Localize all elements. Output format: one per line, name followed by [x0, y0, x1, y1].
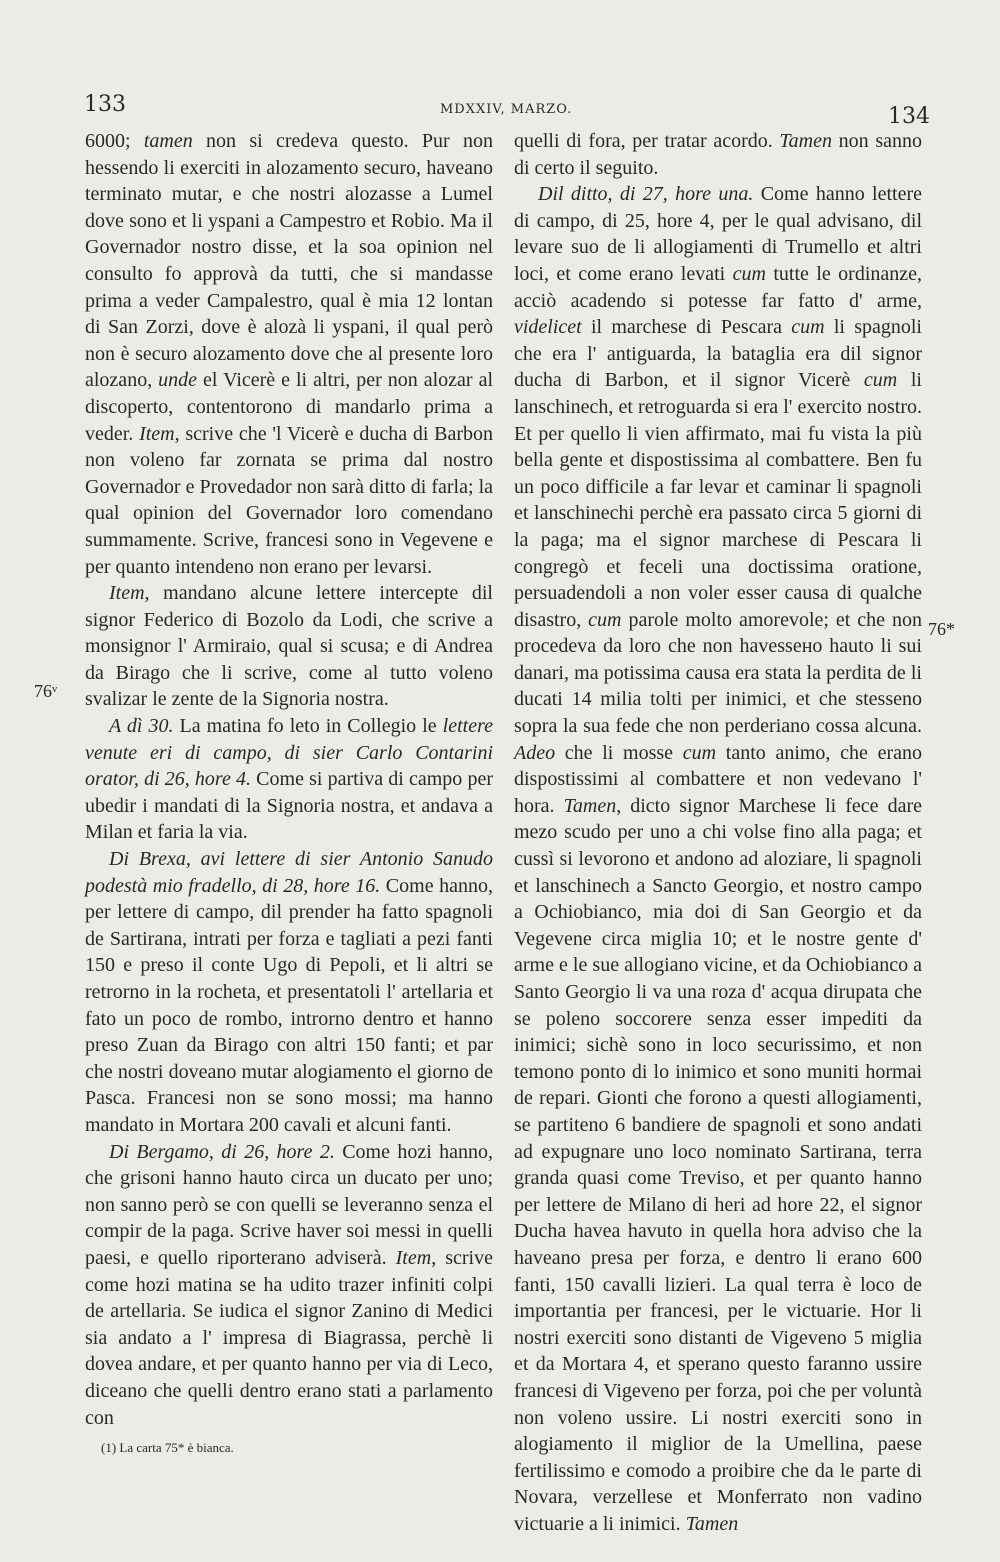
- footnote: (1) La carta 75* è bianca.: [101, 1440, 234, 1455]
- running-title: MDXXIV, MARZO.: [440, 102, 573, 117]
- left-column-paragraph: A dì 30. La matina fo leto in Collegio le lettere venute eri di campo, di sier Carlo Contarini orator, di 26, hore 4. Come si partiva di campo per ubedir i mandati di la Signoria nostra, et andava a Milan et faria la via.: [85, 715, 493, 844]
- margin-note-right: 76*: [928, 619, 955, 639]
- right-column-paragraph: quelli di fora, per tratar acordo. Tamen non sanno di certo il seguito.: [514, 130, 922, 179]
- page-number-left: 133: [84, 92, 126, 117]
- left-column-paragraph: Di Bergamo, di 26, hore 2. Come hozi hanno, che grisoni hanno hauto circa un ducato per uno; non sanno però se con quelli se leveranno senza el compir de la paga. Scrive haver soi messi in quelli paesi, e quello riporterano adviserà. Item, scrive come hozi matina se ha udito trazer infiniti colpi de artellaria. Se iudica el signor Zanino di Medici sia andato a l' impresa di Biagrassa, perchè li dovea andare, et per quanto hanno per via di Leco, diceano che quelli dentro erano stati a parlamento con: [85, 1140, 493, 1429]
- page-number-right: 134: [888, 104, 930, 129]
- left-column-paragraph: Item, mandano alcune lettere intercepte dil signor Federico di Bozolo da Lodi, che scrive a monsignor l' Armiraio, qual si scusa; e di Andrea da Birago che li scrive, come al tutto voleno svalizar le zente de la Signoria nostra.: [85, 582, 493, 711]
- left-column-paragraph: Di Brexa, avi lettere di sier Antonio Sanudo podestà mio fradello, di 28, hore 16. Come hanno, per lettere di campo, dil prender ha fatto spagnoli de Sartirana, intrati per forza e tagliati a pezi fanti 150 e preso il conte Ugo di Pepoli, et li altri se retrorno in la rocheta, et presentatoli l' artellaria et fato un poco de rombo, introrno dentro et hanno preso Zuan da Birago con altri 150 fanti; et par che nostri doveano mutar alogiamento el giorno de Pasca. Francesi non se sono mossi; ma hanno mandato in Mortara 200 cavali et alcuni fanti.: [85, 848, 493, 1136]
- left-column-paragraph: 6000; tamen non si credeva questo. Pur non hessendo li exerciti in alozamento securo, haveano terminato mutar, e che nostri alozasse a Lumel dove sono et li yspani a Campestro et Robio. Ma il Governador nostro disse, et la soa opinion nel consulto fo approvà da tutti, che si mandasse prima a veder Campalestro, qual è mia 12 lontan di San Zorzi, dove è alozà li yspani, il qual però non è securo alozamento dove che al presente loro alozano, unde el Vicerè e li altri, per non alozar al discoperto, contentorono di mandarlo prima a veder. Item, scrive che 'l Vicerè e ducha di Barbon non voleno far zornata se prima dal nostro Governador e Provedador non sarà ditto di farla; la qual opinion del Governador loro comendano summamente. Scrive, francesi sono in Vegevene e per quanto intendeno non erano per levarsi.: [85, 130, 494, 578]
- page-header: [0, 92, 1000, 129]
- right-column-paragraph: Dil ditto, di 27, hore una. Come hanno lettere di campo, di 25, hore 4, per le qual advisano, dil levare suo de li allogiamenti di Trumello et altri loci, et come erano levati cum tutte le ordinanze, acciò acadendo si potesse far fatto d' arme, videlicet il marchese di Pescara cum li spagnoli che era l' antiguarda, la bataglia era dil signor ducha di Barbon, et il signor Vicerè cum li lanschinech, et retroguarda si era l' exercito nostro. Et per quello li vien affirmato, mai fu vista la più bella gente et dispostissima al combattere. Ben fu un poco difficile a far levar et caminar li spagnoli et lanschinechi perchè era passato circa 5 giorni di la paga; ma el signor marchese di Pescara li congregò et feceli una doctissima oratione, persuadendoli a non voler esser causa di qualche disastro, cum parole molto amorevole; et che non procedeva da loro che non havessено hauto li sui danari, ma potissima causa era stata la perdita de li ducati 14 milia tolti per inimici, et che stesseno sopra la sua fede che non perderiano cossa alcuna. Adeo che li mosse cum tanto animo, che erano dispostissimi al combattere et non vedevano l' hora. Tamen, dicto signor Marchese li fece dare mezo scudo per uno a chi volse fino alla paga; et cussì si levorono et andono ad aloziare, li spagnoli et lanschinech a Sancto Georgio, et nostro campo a Ochiobianco, mia doi di San Georgio et da Vegevene circa miglia 10; et le nostre gente d' arme e le sue allogiano vicine, et da Ochiobianco a Santo Georgio li va una roza d' acqua dirupata che se poleno soccorere senza esser impediti da inimici; sichè sono in loco securissimo, et non temono ponto di lo inimico et sono muniti hormai de repari. Gionti che forono a questi allogiamenti, se partiteno 6 bandiere de spagnoli et sono andati ad expugnare uno loco nominato Sartirana, terra granda quasi come Treviso, et per quanto hanno per lettere de Milano di heri ad hore 22, el signor Ducha havea havuto in quella hora adviso che la haveano presa per forza, e dentro li erano 600 fanti, 150 cavalli lizieri. La qual terra è loco de importantia per francesi, per le victuarie. Hor li nostri exerciti sono distanti de Vigeveno 5 miglia et da Mortara 4, et sperano questo faranno ussire francesi di Vigeveno per forza, poi che per voluntà non voleno ussire. Li nostri exerciti sono in alogiamento il miglior de la Umellina, paese fertilissimo e comodo a proibire che da le parte di Novara, verzellese et Monferrato non vadino victuarie a li inimici. Tamen: [514, 183, 923, 1535]
- right-column: [514, 128, 922, 1537]
- margin-note-left: 76ᵛ: [34, 681, 58, 701]
- left-column: [85, 128, 493, 1431]
